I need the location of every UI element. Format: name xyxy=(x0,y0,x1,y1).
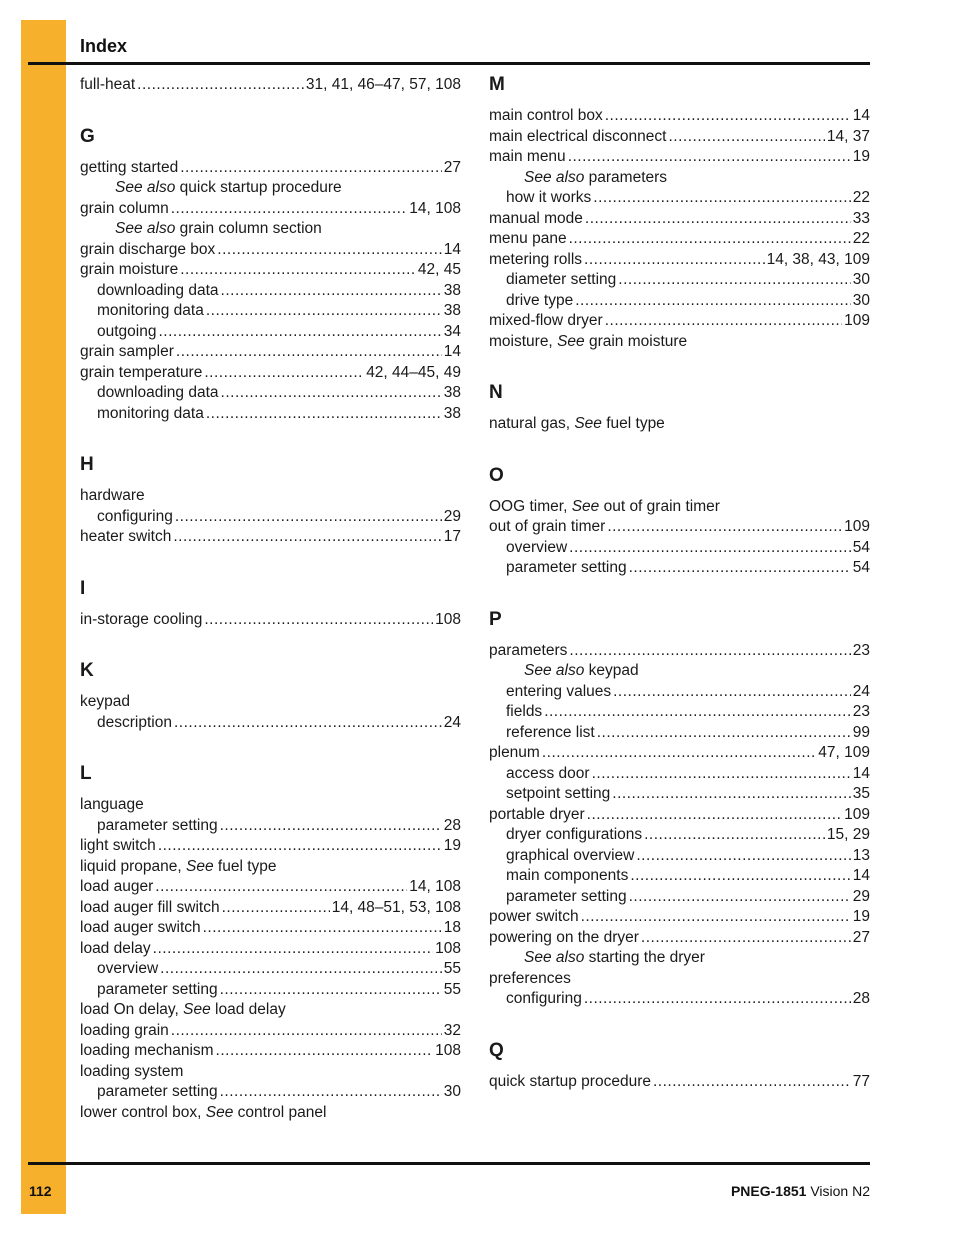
index-letter-heading: O xyxy=(489,464,504,486)
index-entry: full-heat ..... 31, 41, 46–47, 57, 108 xyxy=(80,75,461,96)
index-subentry: main components ..... 14 xyxy=(489,866,870,887)
index-letter-heading: P xyxy=(489,608,502,630)
index-heading-term: keypad xyxy=(80,693,130,710)
index-entry: in-storage cooling ..... 108 xyxy=(80,610,461,631)
index-entry: power switch ..... 19 xyxy=(489,907,870,928)
page-header-title: Index xyxy=(80,36,128,56)
index-entry: out of grain timer ..... 109 xyxy=(489,517,870,538)
header-rule xyxy=(28,62,870,65)
index-letter-heading: M xyxy=(489,74,505,95)
see-also-ref: See also grain column section xyxy=(115,220,322,237)
index-heading-term: hardware xyxy=(80,487,145,504)
index-letter-heading: L xyxy=(80,763,92,784)
page-number: 112 xyxy=(29,1183,52,1199)
index-heading-term: loading system xyxy=(80,1062,184,1080)
index-entry: parameters ..... 23 xyxy=(489,641,870,662)
see-also-ref: See also quick startup procedure xyxy=(115,179,342,196)
index-subentry: diameter setting ..... 30 xyxy=(489,270,870,291)
index-entry: load delay ..... 108 xyxy=(80,939,461,960)
see-ref: load On delay, See load delay xyxy=(80,1001,286,1018)
index-subentry: access door ..... 14 xyxy=(489,764,870,785)
index-subentry: downloading data ..... 38 xyxy=(80,383,461,404)
see-ref: liquid propane, See fuel type xyxy=(80,857,277,875)
index-letter-heading: I xyxy=(80,577,86,599)
index-entry: main control box ..... 14 xyxy=(489,106,870,127)
index-subentry: dryer configurations ..... 15, 29 xyxy=(489,825,870,846)
see-also-ref: See also starting the dryer xyxy=(524,949,705,966)
see-ref: lower control box, See control panel xyxy=(80,1103,327,1121)
index-entry: powering on the dryer ..... 27 xyxy=(489,928,870,949)
index-subentry: monitoring data ..... 38 xyxy=(80,404,461,425)
index-entry: heater switch ..... 17 xyxy=(80,527,461,548)
index-entry: menu pane ..... 22 xyxy=(489,229,870,250)
index-entry: metering rolls ..... 14, 38, 43, 109 xyxy=(489,250,870,271)
index-entry: mixed-flow dryer ..... 109 xyxy=(489,311,870,332)
see-also-ref: See also keypad xyxy=(524,662,639,679)
index-subentry: downloading data ..... 38 xyxy=(80,281,461,302)
index-entry: grain temperature ..... 42, 44–45, 49 xyxy=(80,363,461,384)
index-subentry: parameter setting ..... 54 xyxy=(489,558,870,579)
index-column-left xyxy=(80,75,461,1123)
index-entry: main electrical disconnect ..... 14, 37 xyxy=(489,127,870,148)
document-code: PNEG-1851 xyxy=(730,1183,807,1199)
index-subentry: fields ..... 23 xyxy=(489,702,870,723)
index-subentry: parameter setting ..... 30 xyxy=(80,1082,461,1103)
index-entry: load auger ..... 14, 108 xyxy=(80,877,461,898)
index-entry: portable dryer ..... 109 xyxy=(489,805,870,826)
index-letter-heading: Q xyxy=(489,1039,504,1061)
index-subentry: description ..... 24 xyxy=(80,713,461,734)
see-also-ref: See also parameters xyxy=(524,168,668,186)
index-entry: loading grain ..... 32 xyxy=(80,1021,461,1042)
index-entry: loading mechanism ..... 108 xyxy=(80,1041,461,1062)
index-subentry: setpoint setting ..... 35 xyxy=(489,784,870,805)
index-heading-term: language xyxy=(80,796,144,813)
index-heading-term: preferences xyxy=(489,969,571,987)
index-letter-heading: G xyxy=(80,125,95,147)
index-entry: load auger fill switch ..... 14, 48–51, 53, 108 xyxy=(80,898,461,919)
index-letter-heading: K xyxy=(80,660,94,681)
index-column-right xyxy=(489,74,870,1092)
index-entry: getting started ..... 27 xyxy=(80,158,461,179)
index-entry: grain moisture ..... 42, 45 xyxy=(80,260,461,281)
see-ref: natural gas, See fuel type xyxy=(489,415,665,432)
index-subentry: entering values ..... 24 xyxy=(489,682,870,703)
index-subentry: drive type ..... 30 xyxy=(489,291,870,312)
index-subentry: overview ..... 55 xyxy=(80,959,461,980)
see-ref: OOG timer, See out of grain timer xyxy=(489,497,720,515)
index-entry: manual mode ..... 33 xyxy=(489,209,870,230)
index-subentry: how it works ..... 22 xyxy=(489,188,870,209)
index-entry: plenum ..... 47, 109 xyxy=(489,743,870,764)
index-entry: main menu ..... 19 xyxy=(489,147,870,168)
index-entry: grain discharge box ..... 14 xyxy=(80,240,461,261)
see-ref: moisture, See grain moisture xyxy=(489,332,688,350)
index-subentry: graphical overview ..... 13 xyxy=(489,846,870,867)
index-subentry: configuring ..... 29 xyxy=(80,507,461,528)
index-entry: light switch ..... 19 xyxy=(80,836,461,857)
index-entry: grain column ..... 14, 108 xyxy=(80,199,461,220)
index-subentry: overview ..... 54 xyxy=(489,538,870,559)
index-subentry: configuring ..... 28 xyxy=(489,989,870,1010)
document-id xyxy=(731,1183,870,1199)
index-letter-heading: H xyxy=(80,454,94,475)
index-subentry: reference list ..... 99 xyxy=(489,723,870,744)
index-subentry: outgoing ..... 34 xyxy=(80,322,461,343)
index-subentry: parameter setting ..... 55 xyxy=(80,980,461,1001)
index-subentry: parameter setting ..... 29 xyxy=(489,887,870,908)
index-entry: load auger switch ..... 18 xyxy=(80,918,461,939)
document-title: Vision N2 xyxy=(806,1183,870,1199)
index-letter-heading: N xyxy=(489,382,503,403)
side-color-bar xyxy=(21,20,66,1214)
index-subentry: parameter setting ..... 28 xyxy=(80,816,461,837)
index-entry: grain sampler ..... 14 xyxy=(80,342,461,363)
index-subentry: monitoring data ..... 38 xyxy=(80,301,461,322)
index-entry: quick startup procedure ..... 77 xyxy=(489,1072,870,1093)
footer-rule xyxy=(28,1162,870,1165)
